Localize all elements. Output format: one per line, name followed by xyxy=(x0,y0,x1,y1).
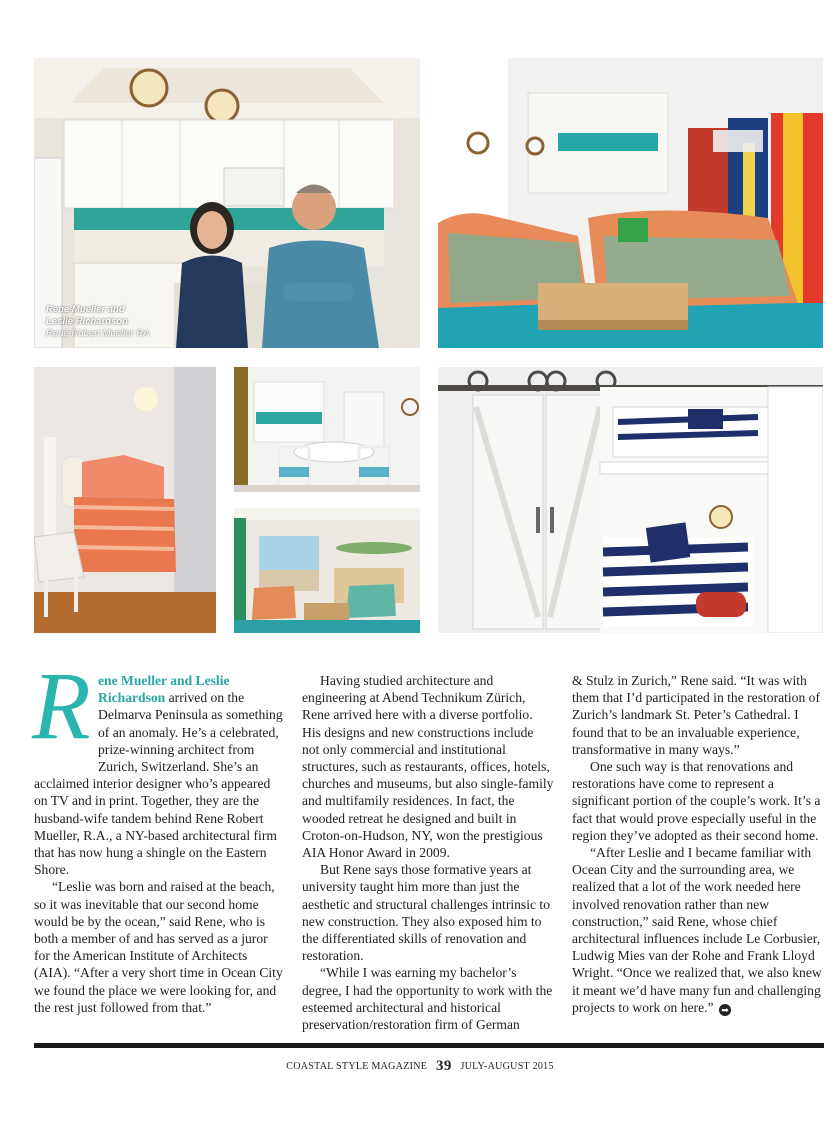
article-lead: ene Mueller and Leslie Richardson xyxy=(98,673,230,706)
photo-kitchen-couple xyxy=(34,58,420,348)
caption-line-2: Leslie Richardson xyxy=(46,316,128,327)
page-footer xyxy=(0,1058,840,1075)
article-column-3 xyxy=(572,672,824,1016)
photo-bedroom xyxy=(34,367,216,633)
photo-dining xyxy=(234,367,420,492)
article-paragraph: One such way is that renovations and restorations have come to represent a significant portion of the couple’s work. It’s a fact that would prove especially useful in the region they’ve adopted as their second home. xyxy=(572,759,821,843)
issue-date: JULY-AUGUST 2015 xyxy=(460,1061,554,1072)
article-paragraph: Having studied architecture and engineering at Abend Technikum Zürich, Rene arrived here with a diverse portfolio. His designs and new constructions include not only commercial and institutional structures, such as restaurants, offices, hotels, churches and museums, but also single-family and multifamily residences. In fact, the wooded retreat he designed and built in Croton-on-Hudson, NY, won the prestigious AIA Honor Award in 2009. xyxy=(302,673,554,861)
footer-rule xyxy=(34,1043,824,1048)
magazine-name: COASTAL STYLE MAGAZINE xyxy=(286,1061,428,1072)
drop-cap-spacer xyxy=(34,672,98,764)
drop-cap: R xyxy=(32,652,91,759)
article-paragraph xyxy=(34,672,286,878)
photo-caption xyxy=(46,304,150,340)
article-column-2 xyxy=(302,672,554,1033)
photo-living-room xyxy=(438,58,823,348)
article-text: arrived on the Delmarva Peninsula as something of an anomaly. He’s a celebrated, prize-winning architect from Zurich, Switzerland. She’s an acclaimed interior designer who’s appeared on TV and in print. Together, they are the husband-wife tandem behind Rene Robert Mueller, R.A., a NY-based architectural firm that has now hung a shingle on the Eastern Shore. xyxy=(34,690,283,878)
article-paragraph: “While I was earning my bachelor’s degree, I had the opportunity to work with the esteemed architectural and historical preservation/restoration firm of German xyxy=(302,965,553,1033)
article-paragraph: “Leslie was born and raised at the beach, so it was inevitable that our second home would be by the ocean,” said Rene, who is both a member of and has served as a juror for the American Institute of Architects (AIA). “After a very short time in Ocean City we found the place we were looking for, and the rest just followed from that.” xyxy=(34,879,283,1015)
caption-line-1: Rene Mueller and xyxy=(46,304,125,315)
continue-arrow-icon: ➡ xyxy=(719,1004,731,1016)
caption-credit: René Robert Mueller RA xyxy=(46,328,150,339)
article-column-1 xyxy=(34,672,286,1016)
page-number: 39 xyxy=(436,1058,452,1074)
photo-lounge xyxy=(234,508,420,633)
article-paragraph: & Stulz in Zurich,” Rene said. “It was with them that I’d participated in the restoration of Zurich’s landmark St. Peter’s Cathedral. I found that to be an invaluable experience, transformative in many ways.” xyxy=(572,673,820,757)
article-paragraph: But Rene says those formative years at university taught him more than just the aesthetic and structural challenges intrinsic to new construction. They also exposed him to the differentiated skills of renovation and restoration. xyxy=(302,862,550,964)
article-paragraph xyxy=(572,844,824,1016)
photo-bunk-room xyxy=(438,367,823,633)
article-text: “After Leslie and I became familiar with Ocean City and the surrounding area, we realized that a lot of the work needed here involved renovation rather than new construction,” said Rene, whose chief architectural influences include Le Corbusier, Ludwig Mies van der Rohe and Frank Lloyd Wright. “Once we realized that, we also knew it meant we’d have many fun and challenging projects to work on here.” xyxy=(572,845,822,1015)
